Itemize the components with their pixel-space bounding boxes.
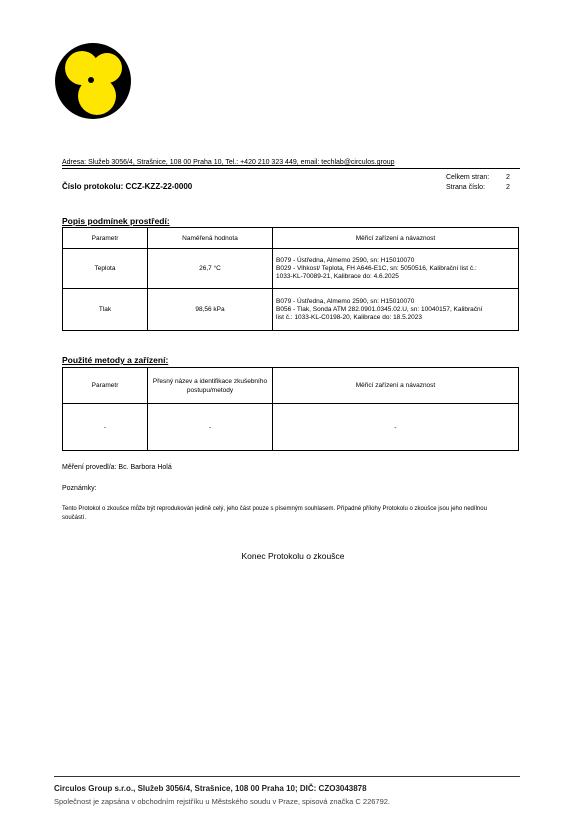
company-logo bbox=[54, 42, 132, 120]
measured-by: Měření provedl/a: Bc. Barbora Holá bbox=[62, 464, 172, 471]
column-header: Parametr bbox=[63, 368, 148, 404]
device-line: list č.: 1033-KL-C0198-20, Kalibrace do: 18.5.2023 bbox=[276, 313, 422, 321]
column-header: Naměřená hodnota bbox=[148, 228, 273, 249]
notes-label: Poznámky: bbox=[62, 485, 97, 492]
table-row bbox=[63, 404, 519, 451]
device-line: 1033-KL-70089-21, Kalibrace do: 4.6.2025 bbox=[276, 272, 399, 280]
footer-divider bbox=[54, 776, 520, 777]
address-line: Adresa: Služeb 3056/4, Strašnice, 108 00 Praha 10, Tel.: +420 210 323 449, email: techlab@circulos.group bbox=[62, 159, 395, 166]
value-cell: 26,7 °C bbox=[148, 249, 273, 289]
total-pages-value: 2 bbox=[506, 174, 510, 181]
page-number-value: 2 bbox=[506, 184, 510, 191]
param-cell: Teplota bbox=[63, 249, 148, 289]
column-header: Přesný název a identifikace zkušebního postupu/metody bbox=[148, 368, 273, 404]
method-cell: - bbox=[148, 404, 273, 451]
methods-table bbox=[62, 367, 519, 451]
footer-company: Circulos Group s.r.o., Služeb 3056/4, Strašnice, 108 00 Praha 10; DIČ: CZO3043878 bbox=[54, 784, 367, 793]
page-number-label: Strana číslo: bbox=[446, 184, 485, 191]
device-line: B079 - Ústředna, Almemo 2590, sn: H15010070 bbox=[276, 256, 415, 264]
environment-table bbox=[62, 227, 519, 331]
table-row bbox=[63, 249, 519, 289]
param-cell: - bbox=[63, 404, 148, 451]
value-cell: 98,56 kPa bbox=[148, 289, 273, 331]
methods-section-title: Použité metody a zařízení: bbox=[62, 355, 169, 365]
table-row bbox=[63, 289, 519, 331]
device-cell bbox=[273, 249, 519, 289]
table-header-row bbox=[63, 228, 519, 249]
device-cell: - bbox=[273, 404, 519, 451]
device-line: B029 - Vlhkost/ Teplota, FH A646-E1C, sn: 5050516, Kalibrační list č.: bbox=[276, 264, 477, 272]
end-of-protocol: Konec Protokolu o zkoušce bbox=[241, 551, 345, 561]
total-pages-label: Celkem stran: bbox=[446, 174, 490, 181]
protocol-number: Číslo protokolu: CCZ-KZZ-22-0000 bbox=[62, 182, 193, 191]
column-header: Měřicí zařízení a návaznost bbox=[273, 228, 519, 249]
device-line: B079 - Ústředna, Almemo 2590, sn: H15010070 bbox=[276, 297, 415, 305]
header-divider bbox=[62, 168, 520, 169]
environment-section-title: Popis podmínek prostředí: bbox=[62, 216, 170, 226]
device-line: B056 - Tlak, Sonda ATM 282.0901.0345.02.U, sn: 10040157, Kalibrační bbox=[276, 305, 483, 313]
column-header: Měřicí zařízení a návaznost bbox=[273, 368, 519, 404]
footer-registry: Společnost je zapsána v obchodním rejstříku u Městského soudu v Praze, spisová značka C 226792. bbox=[54, 797, 391, 806]
table-header-row bbox=[63, 368, 519, 404]
param-cell: Tlak bbox=[63, 289, 148, 331]
column-header: Parametr bbox=[63, 228, 148, 249]
disclaimer: Tento Protokol o zkoušce může být reprodukován jedině celý, jeho část pouze s písemným souhlasem. Případné přílohy Protokolu o zkoušce jsou jeho nedílnou součástí. bbox=[62, 506, 487, 521]
device-cell bbox=[273, 289, 519, 331]
